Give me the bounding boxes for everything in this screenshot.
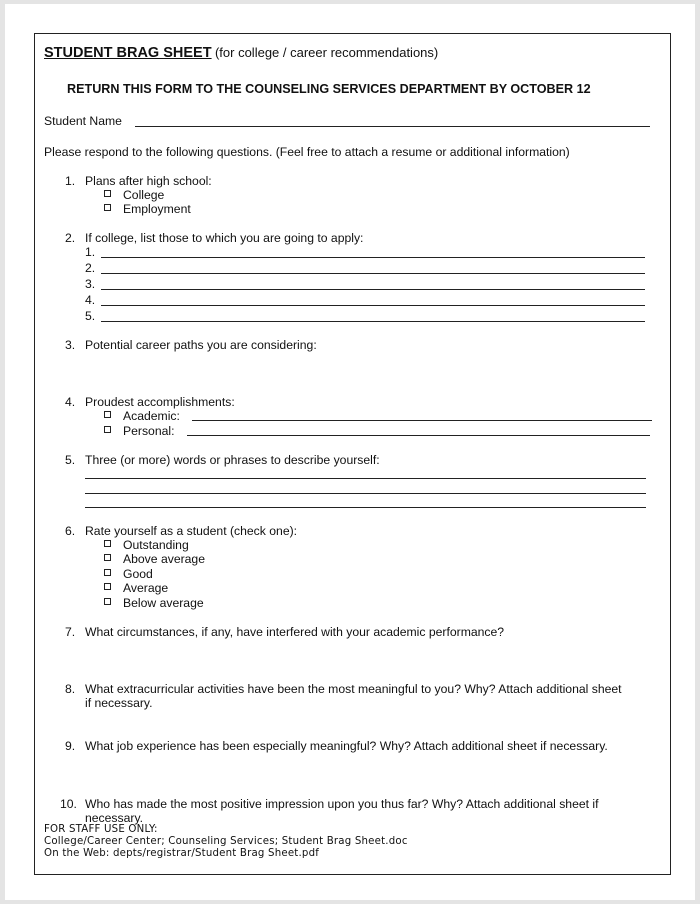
q2-text: If college, list those to which you are going to apply: (85, 231, 364, 245)
college-line-2[interactable] (101, 273, 645, 274)
form-header (44, 46, 438, 60)
q6-text: Rate yourself as a student (check one): (85, 524, 298, 538)
college-line-5[interactable] (101, 321, 645, 322)
q6-number: 6. (65, 524, 76, 538)
q2-item-number: 1. (85, 245, 96, 259)
staff-use-heading: FOR STAFF USE ONLY: (44, 824, 158, 835)
q7-number: 7. (65, 625, 76, 639)
q8-text: What extracurricular activities have been the most meaningful to you? Why? Attach additional sheet (85, 682, 622, 696)
q1-number: 1. (65, 174, 76, 188)
q8-number: 8. (65, 682, 76, 696)
q3-number: 3. (65, 338, 76, 352)
q6-option-outstanding[interactable]: Outstanding (104, 538, 189, 552)
q10-number: 10. (60, 797, 77, 811)
staff-doc-path: College/Career Center; Counseling Services; Student Brag Sheet.doc (44, 836, 408, 847)
q8-text-continued: if necessary. (85, 696, 153, 710)
checkbox-icon[interactable] (104, 204, 111, 211)
checkbox-icon[interactable] (104, 554, 111, 561)
q4-text: Proudest accomplishments: (85, 395, 235, 409)
checkbox-icon[interactable] (104, 598, 111, 605)
intro-text: Please respond to the following questions. (Feel free to attach a resume or additional information) (44, 145, 570, 159)
college-line-3[interactable] (101, 289, 645, 290)
q2-item-number: 4. (85, 293, 96, 307)
college-line-1[interactable] (101, 257, 645, 258)
checkbox-icon[interactable] (104, 583, 111, 590)
q1-option-college[interactable]: College (104, 188, 164, 202)
checkbox-icon[interactable] (104, 540, 111, 547)
return-notice: RETURN THIS FORM TO THE COUNSELING SERVICES DEPARTMENT BY OCTOBER 12 (67, 82, 591, 96)
academic-line[interactable] (192, 420, 652, 421)
form-subtitle: (for college / career recommendations) (214, 45, 439, 60)
checkbox-icon[interactable] (104, 426, 111, 433)
personal-line[interactable] (187, 435, 650, 436)
q9-number: 9. (65, 739, 76, 753)
q4-number: 4. (65, 395, 76, 409)
staff-web-path: On the Web: depts/registrar/Student Brag Sheet.pdf (44, 848, 320, 859)
q5-text: Three (or more) words or phrases to describe yourself: (85, 453, 380, 467)
describe-line-1[interactable] (85, 478, 646, 479)
q2-item-number: 5. (85, 309, 96, 323)
q6-option-below-average[interactable]: Below average (104, 596, 204, 610)
q6-option-average[interactable]: Average (104, 581, 168, 595)
q2-number: 2. (65, 231, 76, 245)
q10-text-continued: necessary. (85, 811, 144, 825)
checkbox-icon[interactable] (104, 569, 111, 576)
college-line-4[interactable] (101, 305, 645, 306)
q3-text: Potential career paths you are considering: (85, 338, 317, 352)
checkbox-icon[interactable] (104, 190, 111, 197)
checkbox-icon[interactable] (104, 411, 111, 418)
q7-text: What circumstances, if any, have interfered with your academic performance? (85, 625, 505, 639)
q4-option-personal[interactable]: Personal: (104, 424, 175, 438)
describe-line-3[interactable] (85, 507, 646, 508)
form-title: STUDENT BRAG SHEET (44, 45, 212, 61)
q6-option-above-average[interactable]: Above average (104, 552, 205, 566)
q2-item-number: 2. (85, 261, 96, 275)
q6-option-good[interactable]: Good (104, 567, 153, 581)
q1-text: Plans after high school: (85, 174, 212, 188)
q10-text: Who has made the most positive impression upon you thus far? Why? Attach additional sheet if (85, 797, 599, 811)
q1-option-employment[interactable]: Employment (104, 202, 191, 216)
q4-option-academic[interactable]: Academic: (104, 409, 180, 423)
q9-text: What job experience has been especially meaningful? Why? Attach additional sheet if necessary. (85, 739, 608, 753)
q2-item-number: 3. (85, 277, 96, 291)
describe-line-2[interactable] (85, 493, 646, 494)
form-page (5, 4, 695, 900)
student-name-label: Student Name (44, 114, 122, 128)
q5-number: 5. (65, 453, 76, 467)
student-name-field[interactable] (135, 126, 650, 127)
